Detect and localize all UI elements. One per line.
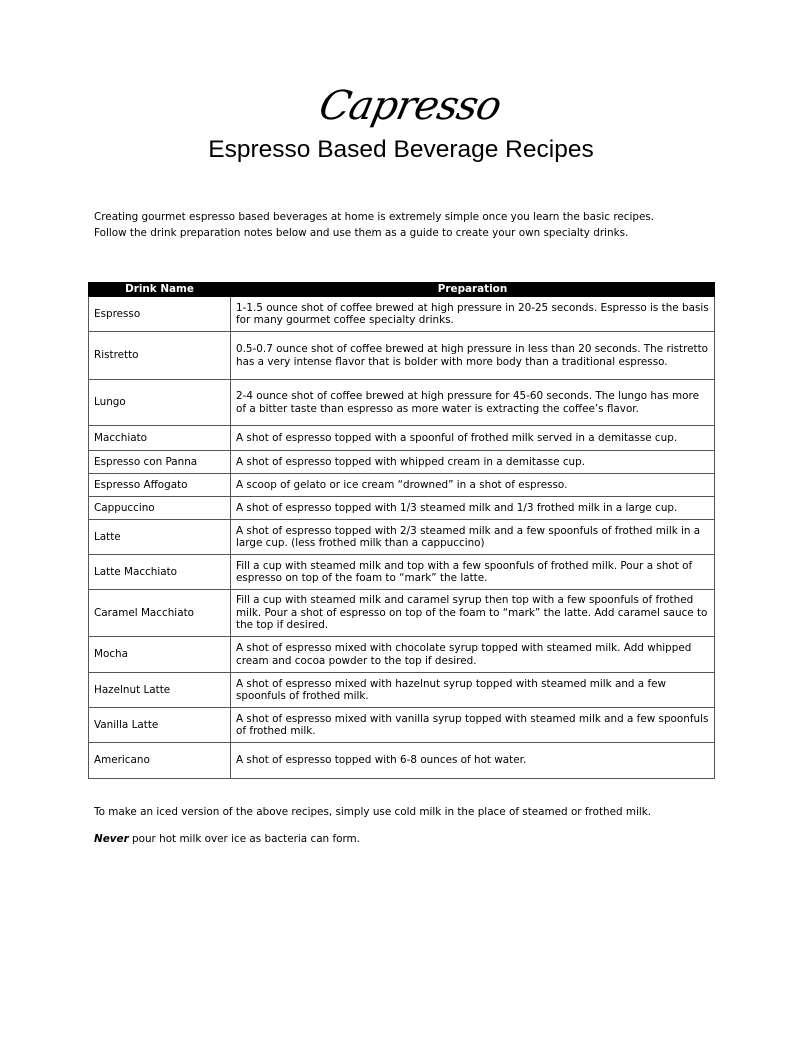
drink-name-cell: Latte xyxy=(89,520,231,555)
preparation-cell: A shot of espresso topped with whipped cream in a demitasse cup. xyxy=(231,451,715,474)
iced-note: To make an iced version of the above recipes, simply use cold milk in the place of steamed or frothed milk. xyxy=(94,806,652,818)
drink-name-cell: Espresso Affogato xyxy=(89,474,231,497)
preparation-cell: Fill a cup with steamed milk and caramel syrup then top with a few spoonfuls of frothed milk. Pour a shot of espresso on top of the foam to “mark” the latte. Add caramel sauce to the top if desired. xyxy=(231,590,715,637)
table-row xyxy=(89,380,715,426)
recipes-table xyxy=(88,282,715,779)
preparation-cell: A shot of espresso mixed with vanilla syrup topped with steamed milk and a few spoonfuls of frothed milk. xyxy=(231,708,715,743)
table-row xyxy=(89,297,715,332)
header-preparation: Preparation xyxy=(231,283,715,297)
drink-name-cell: Espresso con Panna xyxy=(89,451,231,474)
drink-name-cell: Cappuccino xyxy=(89,497,231,520)
table-row xyxy=(89,520,715,555)
preparation-cell: 1-1.5 ounce shot of coffee brewed at high pressure in 20-25 seconds. Espresso is the basis for many gourmet coffee specialty drinks. xyxy=(231,297,715,332)
table-row xyxy=(89,555,715,590)
drink-name-cell: Espresso xyxy=(89,297,231,332)
drink-name-cell: Lungo xyxy=(89,380,231,426)
table-header-row xyxy=(89,283,715,297)
table-row xyxy=(89,474,715,497)
drink-name-cell: Latte Macchiato xyxy=(89,555,231,590)
table-row xyxy=(89,708,715,743)
capresso-logo: Capresso xyxy=(315,83,505,129)
table-row xyxy=(89,673,715,708)
preparation-cell: 0.5-0.7 ounce shot of coffee brewed at high pressure in less than 20 seconds. The ristretto has a very intense flavor that is bolder with more body than a traditional espresso. xyxy=(231,332,715,380)
table-row xyxy=(89,743,715,779)
drink-name-cell: Mocha xyxy=(89,637,231,673)
table-row xyxy=(89,332,715,380)
drink-name-cell: Hazelnut Latte xyxy=(89,673,231,708)
intro-line: Follow the drink preparation notes below and use them as a guide to create your own specialty drinks. xyxy=(94,227,629,239)
table-row xyxy=(89,637,715,673)
drink-name-cell: Vanilla Latte xyxy=(89,708,231,743)
intro-paragraph xyxy=(94,209,654,241)
preparation-cell: A shot of espresso topped with a spoonful of frothed milk served in a demitasse cup. xyxy=(231,426,715,451)
warning-note xyxy=(94,833,360,845)
preparation-cell: A shot of espresso mixed with chocolate syrup topped with steamed milk. Add whipped cream and cocoa powder to the top if desired. xyxy=(231,637,715,673)
header-drink-name: Drink Name xyxy=(89,283,231,297)
drink-name-cell: Caramel Macchiato xyxy=(89,590,231,637)
drink-name-cell: Ristretto xyxy=(89,332,231,380)
preparation-cell: A scoop of gelato or ice cream “drowned” in a shot of espresso. xyxy=(231,474,715,497)
drink-name-cell: Macchiato xyxy=(89,426,231,451)
preparation-cell: A shot of espresso topped with 6-8 ounces of hot water. xyxy=(231,743,715,779)
preparation-cell: 2-4 ounce shot of coffee brewed at high pressure for 45-60 seconds. The lungo has more of a bitter taste than espresso as more water is extracting the coffee’s flavor. xyxy=(231,380,715,426)
table-row xyxy=(89,590,715,637)
intro-line: Creating gourmet espresso based beverages at home is extremely simple once you learn the basic recipes. xyxy=(94,211,655,223)
preparation-cell: Fill a cup with steamed milk and top with a few spoonfuls of frothed milk. Pour a shot of espresso on top of the foam to “mark” the latte. xyxy=(231,555,715,590)
warning-text: pour hot milk over ice as bacteria can form. xyxy=(128,833,360,845)
table-row xyxy=(89,497,715,520)
preparation-cell: A shot of espresso topped with 2/3 steamed milk and a few spoonfuls of frothed milk in a large cup. (less frothed milk than a cappuccino) xyxy=(231,520,715,555)
preparation-cell: A shot of espresso topped with 1/3 steamed milk and 1/3 frothed milk in a large cup. xyxy=(231,497,715,520)
table-row xyxy=(89,426,715,451)
drink-name-cell: Americano xyxy=(89,743,231,779)
preparation-cell: A shot of espresso mixed with hazelnut syrup topped with steamed milk and a few spoonfuls of frothed milk. xyxy=(231,673,715,708)
table-row xyxy=(89,451,715,474)
page-title: Espresso Based Beverage Recipes xyxy=(208,136,594,163)
warning-emphasis: Never xyxy=(94,833,129,845)
